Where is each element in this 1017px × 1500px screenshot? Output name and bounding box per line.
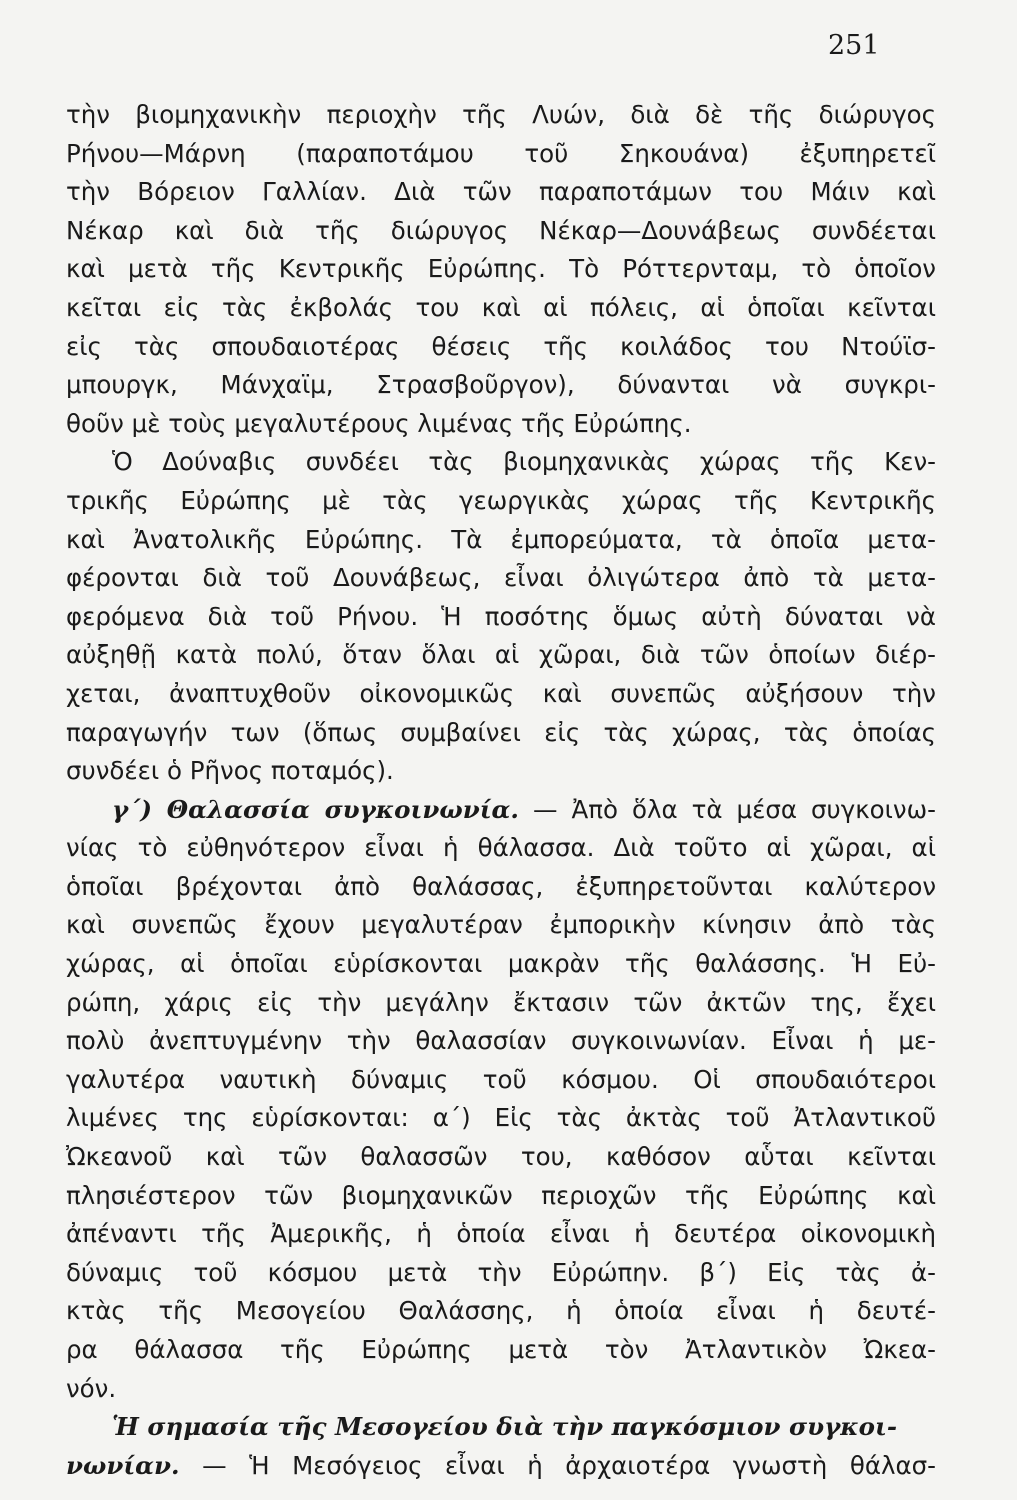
text-line (66, 752, 936, 791)
text-line (66, 636, 936, 675)
bold-heading: γ΄) Θαλασσία συγκοινωνία. (112, 794, 519, 824)
line-text: παραγωγήν των (ὅπως συμβαίνει εἰς τὰς χώρας, τὰς ὁποίας (66, 717, 936, 747)
line-text: δύναμις τοῦ κόσμου μετὰ τὴν Εὐρώπην. β΄) Εἰς τὰς ἀ- (66, 1257, 936, 1287)
line-text: τρικῆς Εὐρώπης μὲ τὰς γεωργικὰς χώρας τῆς Κεντρικῆς (66, 485, 936, 515)
line-text: χώρας, αἱ ὁποῖαι εὑρίσκονται μακρὰν τῆς θαλάσσης. Ἡ Εὐ- (66, 949, 936, 979)
line-text: μπουργκ, Μάνχαϊμ, Στρασβοῦργον), δύνανται νὰ συγκρι- (66, 370, 936, 400)
line-text: λιμένες της εὑρίσκονται: α΄) Εἰς τὰς ἀκτὰς τοῦ Ἀτλαντικοῦ (66, 1103, 936, 1133)
text-line (66, 135, 936, 174)
text-line (66, 1138, 936, 1177)
page-number: 251 (828, 30, 880, 61)
line-text: — Ἡ Μεσόγειος εἶναι ἡ ἀρχαιοτέρα γνωστὴ θάλασ- (179, 1450, 936, 1480)
text-line (66, 328, 936, 367)
line-text: πλησιέστερον τῶν βιομηχανικῶν περιοχῶν τῆς Εὐρώπης καὶ (66, 1180, 936, 1210)
line-text: κεῖται εἰς τὰς ἐκβολάς του καὶ αἱ πόλεις, αἱ ὁποῖαι κεῖνται (66, 292, 936, 322)
text-line (66, 521, 936, 560)
text-line (66, 482, 936, 521)
text-line (66, 96, 936, 135)
text-line (66, 212, 936, 251)
line-text: ὁποῖαι βρέχονται ἀπὸ θαλάσσας, ἐξυπηρετοῦνται καλύτερον (66, 871, 936, 901)
text-line (66, 906, 936, 945)
line-text: φέρονται διὰ τοῦ Δουνάβεως, εἶναι ὀλιγώτερα ἀπὸ τὰ μετα- (66, 563, 936, 593)
text-line (66, 714, 936, 753)
line-text: καὶ συνεπῶς ἔχουν μεγαλυτέραν ἐμπορικὴν κίνησιν ἀπὸ τὰς (66, 910, 936, 940)
line-text: εἰς τὰς σπουδαιοτέρας θέσεις τῆς κοιλάδος του Ντούϊσ- (66, 331, 936, 361)
line-text: καὶ μετὰ τῆς Κεντρικῆς Εὐρώπης. Τὸ Ρόττερνταμ, τὸ ὁποῖον (66, 254, 936, 284)
text-line (66, 250, 936, 289)
text-line (66, 1408, 936, 1447)
text-line (66, 675, 936, 714)
line-text: Ὁ Δούναβις συνδέει τὰς βιομηχανικὰς χώρας τῆς Κεν- (112, 447, 936, 477)
text-line (66, 559, 936, 598)
text-line (66, 945, 936, 984)
text-line (66, 791, 936, 830)
text-line (66, 405, 936, 444)
line-text: γαλυτέρα ναυτικὴ δύναμις τοῦ κόσμου. Οἱ σπουδαιότεροι (66, 1064, 936, 1094)
text-line (66, 289, 936, 328)
line-text: νόν. (66, 1373, 117, 1403)
line-text: φερόμενα διὰ τοῦ Ρήνου. Ἡ ποσότης ὅμως αὐτὴ δύναται νὰ (66, 601, 936, 631)
line-text: Ὠκεανοῦ καὶ τῶν θαλασσῶν του, καθόσον αὗται κεῖνται (66, 1142, 936, 1172)
text-line (66, 1447, 936, 1486)
text-line (66, 1099, 936, 1138)
line-text: πολὺ ἀνεπτυγμένην τὴν θαλασσίαν συγκοινωνίαν. Εἶναι ἡ με- (66, 1026, 936, 1056)
line-text: τὴν Βόρειον Γαλλίαν. Διὰ τῶν παραποτάμων του Μάιν καὶ (66, 177, 936, 207)
line-text: κτὰς τῆς Μεσογείου Θαλάσσης, ἡ ὁποία εἶναι ἡ δευτέ- (66, 1296, 936, 1326)
text-line (66, 443, 936, 482)
text-line (66, 1061, 936, 1100)
line-text: ἀπέναντι τῆς Ἀμερικῆς, ἡ ὁποία εἶναι ἡ δευτέρα οἰκονομικὴ (66, 1219, 936, 1249)
bold-heading: νωνίαν. (66, 1450, 180, 1480)
line-text: ρώπη, χάρις εἰς τὴν μεγάλην ἔκτασιν τῶν ἀκτῶν της, ἔχει (66, 987, 936, 1017)
text-line (66, 1177, 936, 1216)
line-text: αὐξηθῇ κατὰ πολύ, ὅταν ὅλαι αἱ χῶραι, διὰ τῶν ὁποίων διέρ- (66, 640, 936, 670)
text-line (66, 1215, 936, 1254)
body-text (66, 96, 936, 1485)
text-line (66, 1331, 936, 1370)
line-text: χεται, ἀναπτυχθοῦν οἰκονομικῶς καὶ συνεπῶς αὐξήσουν τὴν (66, 678, 936, 708)
line-text: Νέκαρ καὶ διὰ τῆς διώρυγος Νέκαρ—Δουνάβεως συνδέεται (66, 215, 936, 245)
text-line (66, 598, 936, 637)
text-line (66, 173, 936, 212)
text-line (66, 829, 936, 868)
bold-heading: Ἡ σημασία τῆς Μεσογείου διὰ τὴν παγκόσμιον συγκοι- (112, 1412, 898, 1442)
text-line (66, 1370, 936, 1409)
line-text: — Ἀπὸ ὅλα τὰ μέσα συγκοινω- (518, 794, 936, 824)
line-text: ρα θάλασσα τῆς Εὐρώπης μετὰ τὸν Ἀτλαντικὸν Ὠκεα- (66, 1335, 936, 1364)
line-text: νίας τὸ εὐθηνότερον εἶναι ἡ θάλασσα. Διὰ τοῦτο αἱ χῶραι, αἱ (66, 833, 936, 863)
text-line (66, 1022, 936, 1061)
line-text: συνδέει ὁ Ρῆνος ποταμός). (66, 756, 394, 786)
text-line (66, 1254, 936, 1293)
line-text: θοῦν μὲ τοὺς μεγαλυτέρους λιμένας τῆς Εὐρώπης. (66, 408, 692, 438)
text-line (66, 868, 936, 907)
line-text: καὶ Ἀνατολικῆς Εὐρώπης. Τὰ ἐμπορεύματα, τὰ ὁποῖα μετα- (66, 524, 936, 554)
text-line (66, 984, 936, 1023)
line-text: Ρήνου—Μάρνη (παραποτάμου τοῦ Σηκουάνα) ἐξυπηρετεῖ (66, 138, 936, 168)
text-line (66, 366, 936, 405)
text-line (66, 1292, 936, 1331)
line-text: τὴν βιομηχανικὴν περιοχὴν τῆς Λυών, διὰ δὲ τῆς διώρυγος (66, 100, 936, 129)
